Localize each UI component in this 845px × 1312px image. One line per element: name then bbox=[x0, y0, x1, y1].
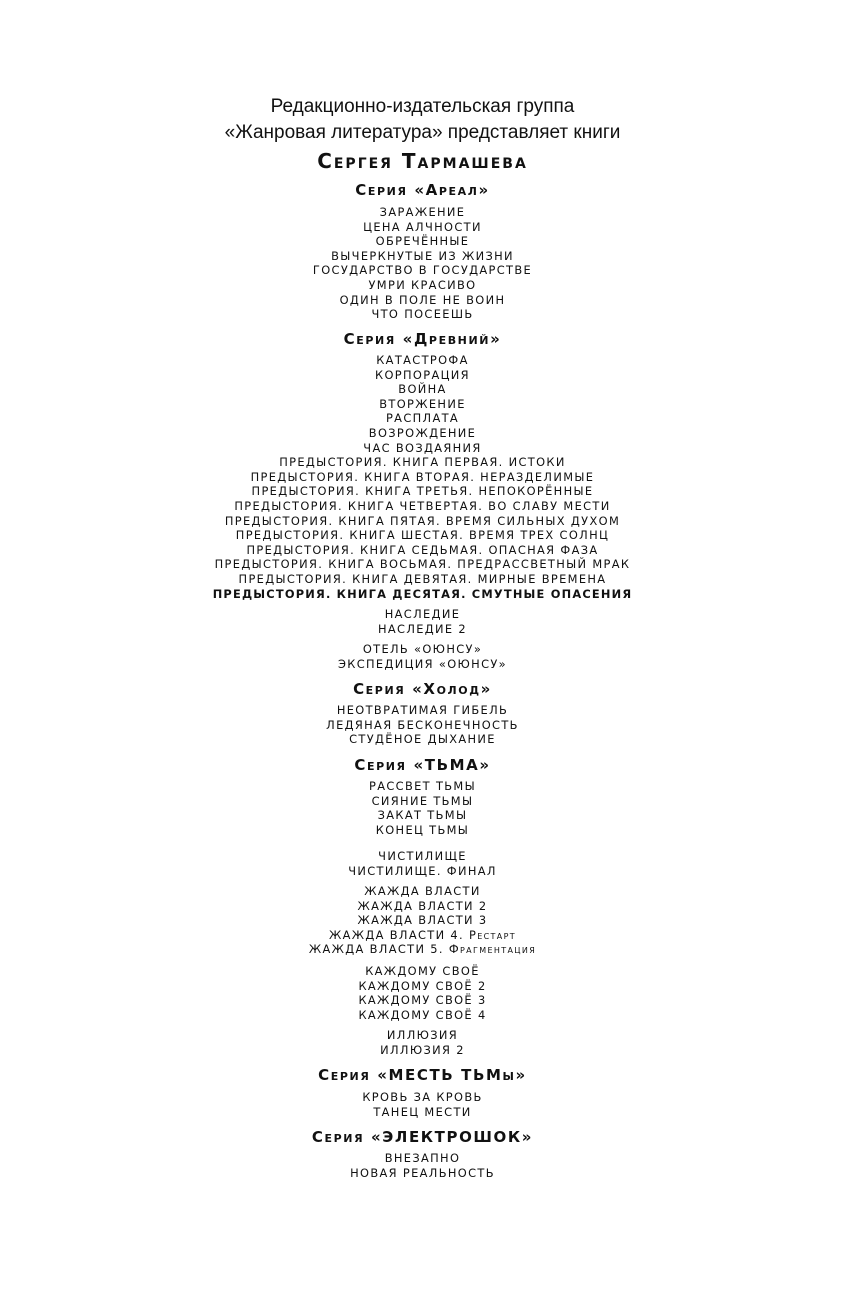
book-title-main: ЖАЖДА ВЛАСТИ 5. bbox=[308, 942, 449, 957]
series-heading-tma: Серия «ТЬМА» bbox=[354, 756, 491, 774]
list-otel bbox=[0, 642, 845, 671]
book-title: КАТАСТРОФА bbox=[376, 353, 469, 367]
book-title: ПРЕДЫСТОРИЯ. КНИГА ПЯТАЯ. ВРЕМЯ СИЛЬНЫХ ДУХОМ bbox=[224, 513, 621, 528]
book-title: РАССВЕТ ТЬМЫ bbox=[368, 779, 476, 793]
book-title: ОДИН В ПОЛЕ НЕ ВОИН bbox=[339, 292, 506, 307]
book-title: НАСЛЕДИЕ 2 bbox=[377, 621, 468, 636]
book-title: ЖАЖДА ВЛАСТИ 2 bbox=[357, 898, 488, 913]
book-title: ВТОРЖЕНИЕ bbox=[379, 396, 466, 411]
book-title: ПРЕДЫСТОРИЯ. КНИГА ДЕВЯТАЯ. МИРНЫЕ ВРЕМЕНА bbox=[238, 571, 607, 586]
series-heading-elektroshok: Серия «ЭЛЕКТРОШОК» bbox=[311, 1128, 534, 1146]
book-title: РАСПЛАТА bbox=[385, 411, 460, 426]
book-title: ВНЕЗАПНО bbox=[384, 1151, 461, 1165]
book-title: ПРЕДЫСТОРИЯ. КНИГА ДЕСЯТАЯ. СМУТНЫЕ ОПАСЕНИЯ bbox=[212, 586, 633, 601]
book-title: УМРИ КРАСИВО bbox=[368, 277, 477, 292]
book-title: ПРЕДЫСТОРИЯ. КНИГА СЕДЬМАЯ. ОПАСНАЯ ФАЗА bbox=[246, 542, 599, 557]
book-title: ЦЕНА АЛЧНОСТИ bbox=[363, 219, 482, 234]
series-list-holod bbox=[0, 703, 845, 747]
book-title-subtitle: Фрагментация bbox=[448, 942, 537, 957]
book-title: КАЖДОМУ СВОЁ 4 bbox=[358, 1007, 487, 1022]
book-title: СТУДЁНОЕ ДЫХАНИЕ bbox=[349, 732, 496, 747]
book-title: КАЖДОМУ СВОЁ 2 bbox=[358, 978, 487, 993]
book-title: ЭКСПЕДИЦИЯ «ОЮНСУ» bbox=[337, 656, 508, 671]
book-title bbox=[0, 928, 845, 943]
series-list-mest-tmy bbox=[0, 1090, 845, 1119]
book-title: НАСЛЕДИЕ bbox=[384, 607, 461, 621]
book-title: ОБРЕЧЁННЫЕ bbox=[375, 234, 470, 249]
publisher-intro-line-1: Редакционно-издательская группа bbox=[270, 96, 575, 117]
book-title: ЧИСТИЛИЩЕ bbox=[378, 849, 467, 863]
series-heading-holod: Серия «Холод» bbox=[353, 680, 492, 698]
book-title: ПРЕДЫСТОРИЯ. КНИГА ВОСЬМАЯ. ПРЕДРАССВЕТНЫЙ МРАК bbox=[214, 557, 631, 572]
list-kazhdomu-svoe bbox=[0, 964, 845, 1022]
book-title: КАЖДОМУ СВОЁ 3 bbox=[358, 993, 487, 1008]
book-title: КОНЕЦ ТЬМЫ bbox=[375, 822, 470, 837]
series-list-areal bbox=[0, 205, 845, 322]
book-title: ПРЕДЫСТОРИЯ. КНИГА ТРЕТЬЯ. НЕПОКОРЁННЫЕ bbox=[251, 484, 594, 499]
book-title: НЕОТВРАТИМАЯ ГИБЕЛЬ bbox=[336, 703, 509, 717]
book-title: ГОСУДАРСТВО В ГОСУДАРСТВЕ bbox=[312, 263, 533, 278]
book-title: ПРЕДЫСТОРИЯ. КНИГА ПЕРВАЯ. ИСТОКИ bbox=[279, 455, 566, 470]
book-title: ЧИСТИЛИЩЕ. ФИНАЛ bbox=[348, 863, 497, 878]
book-title: НОВАЯ РЕАЛЬНОСТЬ bbox=[350, 1165, 495, 1180]
book-title: ЧАС ВОЗДАЯНИЯ bbox=[363, 440, 482, 455]
book-title: ЖАЖДА ВЛАСТИ bbox=[364, 884, 481, 898]
list-chistilische bbox=[0, 849, 845, 878]
book-title: ТАНЕЦ МЕСТИ bbox=[373, 1104, 472, 1119]
book-title-main: ЖАЖДА ВЛАСТИ 4. bbox=[329, 927, 469, 942]
series-heading-areal: Серия «Ареал» bbox=[355, 181, 490, 199]
list-illyuziya bbox=[0, 1028, 845, 1057]
list-zhazhda-vlasti bbox=[0, 884, 845, 957]
book-title: СИЯНИЕ ТЬМЫ bbox=[371, 793, 474, 808]
series-heading-drevniy: Серия «Древний» bbox=[343, 330, 502, 348]
series-list-drevniy bbox=[0, 353, 845, 601]
book-title: ЗАКАТ ТЬМЫ bbox=[377, 808, 468, 823]
author-name: Сергея Тармашева bbox=[317, 149, 528, 173]
book-title: ВОЗРОЖДЕНИЕ bbox=[368, 425, 477, 440]
book-title: ВЫЧЕРКНУТЫЕ ИЗ ЖИЗНИ bbox=[331, 248, 514, 263]
book-title: ЧТО ПОСЕЕШЬ bbox=[371, 307, 474, 322]
series-heading-mest-tmy: Серия «МЕСТЬ ТЬМы» bbox=[318, 1066, 527, 1084]
series-list-elektroshok bbox=[0, 1151, 845, 1180]
book-title: ПРЕДЫСТОРИЯ. КНИГА ШЕСТАЯ. ВРЕМЯ ТРЕХ СОЛНЦ bbox=[235, 528, 610, 543]
book-title: КОРПОРАЦИЯ bbox=[375, 367, 470, 382]
book-title-subtitle: Рестарт bbox=[468, 927, 516, 942]
book-title bbox=[0, 942, 845, 957]
book-title: ОТЕЛЬ «ОЮНСУ» bbox=[362, 642, 483, 656]
book-title: ВОЙНА bbox=[398, 382, 447, 397]
book-title: ЗАРАЖЕНИЕ bbox=[379, 205, 466, 219]
book-title: ЛЕДЯНАЯ БЕСКОНЕЧНОСТЬ bbox=[326, 717, 519, 732]
book-title: ИЛЛЮЗИЯ bbox=[386, 1028, 459, 1042]
book-title: КРОВЬ ЗА КРОВЬ bbox=[362, 1090, 483, 1104]
list-nasledie bbox=[0, 607, 845, 636]
book-title: ПРЕДЫСТОРИЯ. КНИГА ВТОРАЯ. НЕРАЗДЕЛИМЫЕ bbox=[250, 469, 595, 484]
series-list-tma bbox=[0, 779, 845, 837]
publisher-intro-line-2: «Жанровая литература» представляет книги bbox=[224, 122, 621, 143]
book-title: ПРЕДЫСТОРИЯ. КНИГА ЧЕТВЕРТАЯ. ВО СЛАВУ МЕСТИ bbox=[234, 498, 611, 513]
book-title: ИЛЛЮЗИЯ 2 bbox=[380, 1042, 465, 1057]
book-title: ЖАЖДА ВЛАСТИ 3 bbox=[357, 913, 488, 928]
book-title: КАЖДОМУ СВОЁ bbox=[365, 964, 480, 978]
